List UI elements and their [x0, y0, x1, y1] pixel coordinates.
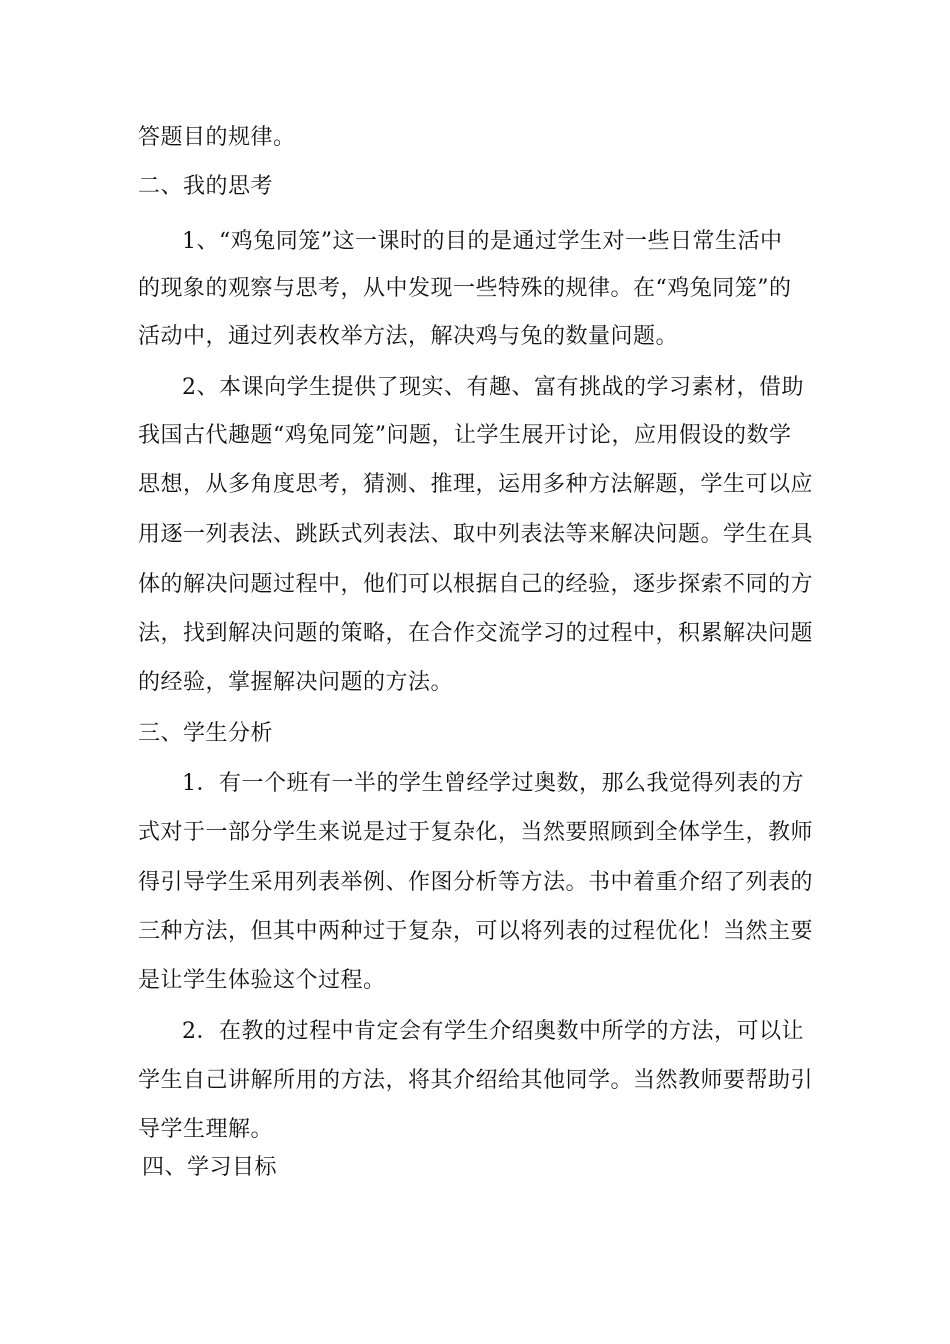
paragraph-line: 得引导学生采用列表举例、作图分析等方法。书中着重介绍了列表的 [138, 870, 814, 895]
paragraph-line: 法，找到解决问题的策略，在合作交流学习的过程中，积累解决问题 [138, 621, 814, 646]
section-heading-student-analysis: 三、学生分析 [138, 721, 274, 746]
paragraph-line: 1．有一个班有一半的学生曾经学过奥数，那么我觉得列表的方 [182, 771, 804, 796]
paragraph-line: 我国古代趣题“鸡兔同笼”问题，让学生展开讨论，应用假设的数学 [138, 423, 792, 448]
paragraph-line: 三种方法，但其中两种过于复杂，可以将列表的过程优化！当然主要 [138, 919, 814, 944]
section-heading-learning-goals: 四、学习目标 [142, 1155, 278, 1180]
paragraph-line: 是让学生体验这个过程。 [138, 968, 386, 993]
paragraph-line: 学生自己讲解所用的方法，将其介绍给其他同学。当然教师要帮助引 [138, 1068, 814, 1093]
paragraph-line: 活动中，通过列表枚举方法，解决鸡与兔的数量问题。 [138, 324, 679, 349]
paragraph-line: 2、本课向学生提供了现实、有趣、富有挑战的学习素材，借助 [182, 375, 804, 400]
paragraph-line: 式对于一部分学生来说是过于复杂化，当然要照顾到全体学生，教师 [138, 820, 814, 845]
paragraph-line: 2．在教的过程中肯定会有学生介绍奥数中所学的方法，可以让 [182, 1019, 804, 1044]
section-heading-my-thoughts: 二、我的思考 [138, 174, 274, 199]
paragraph-line: 思想，从多角度思考，猜测、推理，运用多种方法解题，学生可以应 [138, 472, 814, 497]
paragraph-line: 的经验，掌握解决问题的方法。 [138, 670, 454, 695]
paragraph-line: 的现象的观察与思考，从中发现一些特殊的规律。在“鸡兔同笼”的 [138, 276, 792, 301]
paragraph-line: 1、“鸡兔同笼”这一课时的目的是通过学生对一些日常生活中 [182, 229, 783, 254]
paragraph-line: 用逐一列表法、跳跃式列表法、取中列表法等来解决问题。学生在具 [138, 522, 814, 547]
paragraph-line: 体的解决问题过程中，他们可以根据自己的经验，逐步探索不同的方 [138, 572, 814, 597]
paragraph-line: 答题目的规律。 [138, 125, 296, 150]
paragraph-line: 导学生理解。 [138, 1117, 274, 1142]
